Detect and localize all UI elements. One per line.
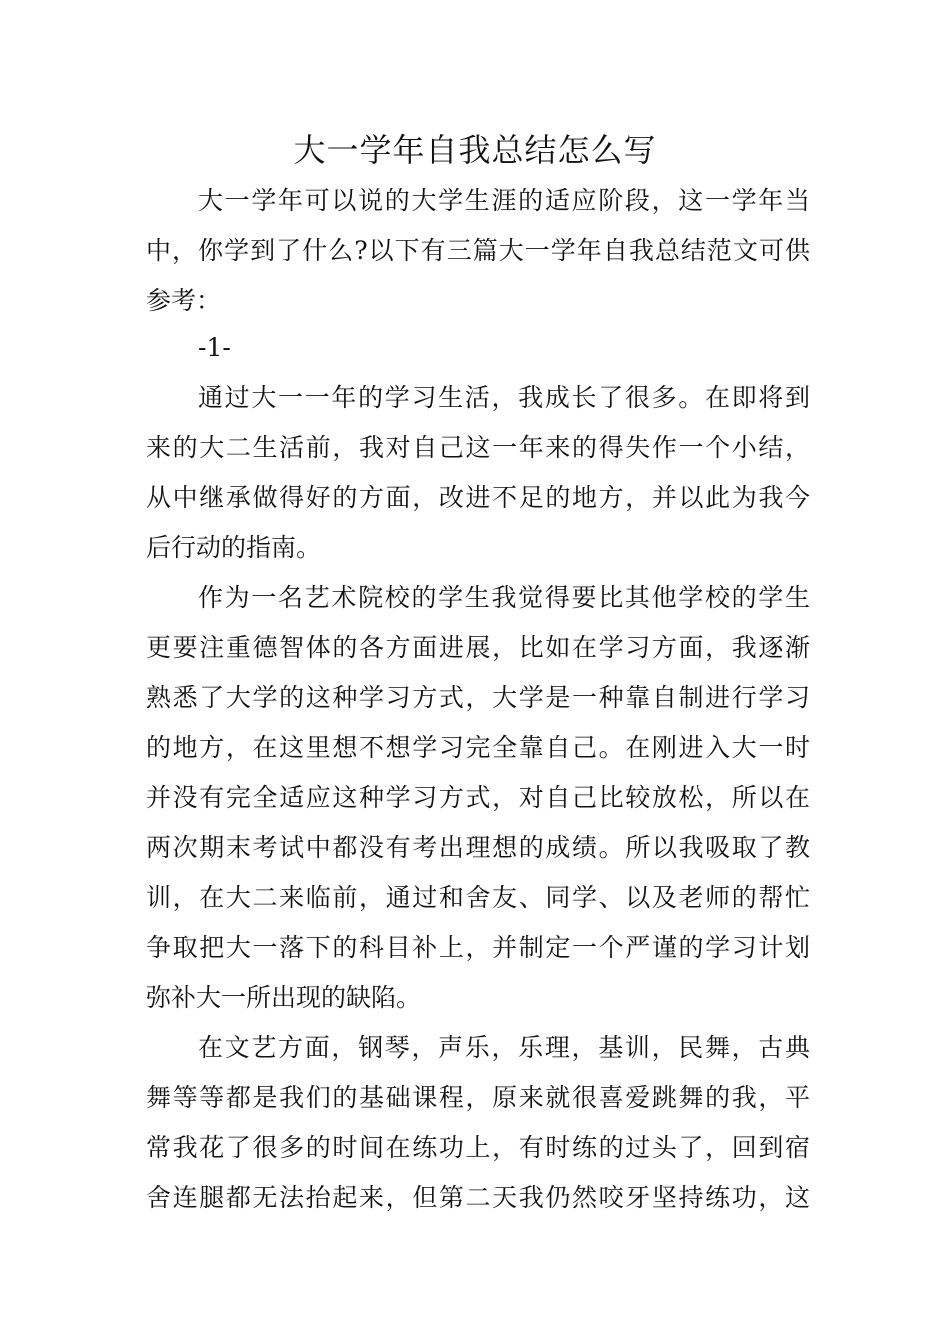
paragraph-line: 熟悉了大学的这种学习方式，大学是一种靠自制进行学习 <box>146 683 810 712</box>
document-title: 大一学年自我总结怎么写 <box>293 131 657 169</box>
paragraph-line: 从中继承做得好的方面，改进不足的地方，并以此为我今 <box>146 483 810 512</box>
paragraph-line: 弥补大一所出现的缺陷。 <box>146 983 422 1012</box>
paragraph-line: 通过大一一年的学习生活，我成长了很多。在即将到 <box>198 383 810 412</box>
paragraph-line: 训，在大二来临前，通过和舍友、同学、以及老师的帮忙 <box>146 883 810 912</box>
paragraph-line: 作为一名艺术院校的学生我觉得要比其他学校的学生 <box>198 583 810 612</box>
paragraph-line: 参考： <box>146 286 222 315</box>
paragraph-line: 两次期末考试中都没有考出理想的成绩。所以我吸取了教 <box>146 833 810 862</box>
paragraph-line: 更要注重德智体的各方面进展，比如在学习方面，我逐渐 <box>146 633 810 662</box>
intro-paragraph <box>146 176 810 326</box>
section-marker: -1- <box>198 333 231 362</box>
paragraph-line: 的地方，在这里想不想学习完全靠自己。在刚进入大一时 <box>146 733 810 762</box>
body-paragraph <box>146 373 810 573</box>
paragraph-line: 并没有完全适应这种学习方式，对自己比较放松，所以在 <box>146 783 810 812</box>
body-paragraph <box>146 573 810 1023</box>
paragraph-line: 在文艺方面，钢琴，声乐，乐理，基训，民舞，古典 <box>198 1033 810 1062</box>
paragraph-line: 舍连腿都无法抬起来，但第二天我仍然咬牙坚持练功，这 <box>146 1183 810 1212</box>
paragraph-line: 舞等等都是我们的基础课程，原来就很喜爱跳舞的我，平 <box>146 1083 810 1112</box>
body-paragraph <box>146 1023 810 1223</box>
paragraph-line: 争取把大一落下的科目补上，并制定一个严谨的学习计划 <box>146 933 810 962</box>
paragraph-line: 常我花了很多的时间在练功上，有时练的过头了，回到宿 <box>146 1133 810 1162</box>
paragraph-line: 中，你学到了什么?以下有三篇大一学年自我总结范文可供 <box>146 236 810 265</box>
paragraph-line: 来的大二生活前，我对自己这一年来的得失作一个小结， <box>146 433 810 462</box>
paragraph-line: 大一学年可以说的大学生涯的适应阶段，这一学年当 <box>198 186 810 215</box>
paragraph-line: 后行动的指南。 <box>146 533 322 562</box>
